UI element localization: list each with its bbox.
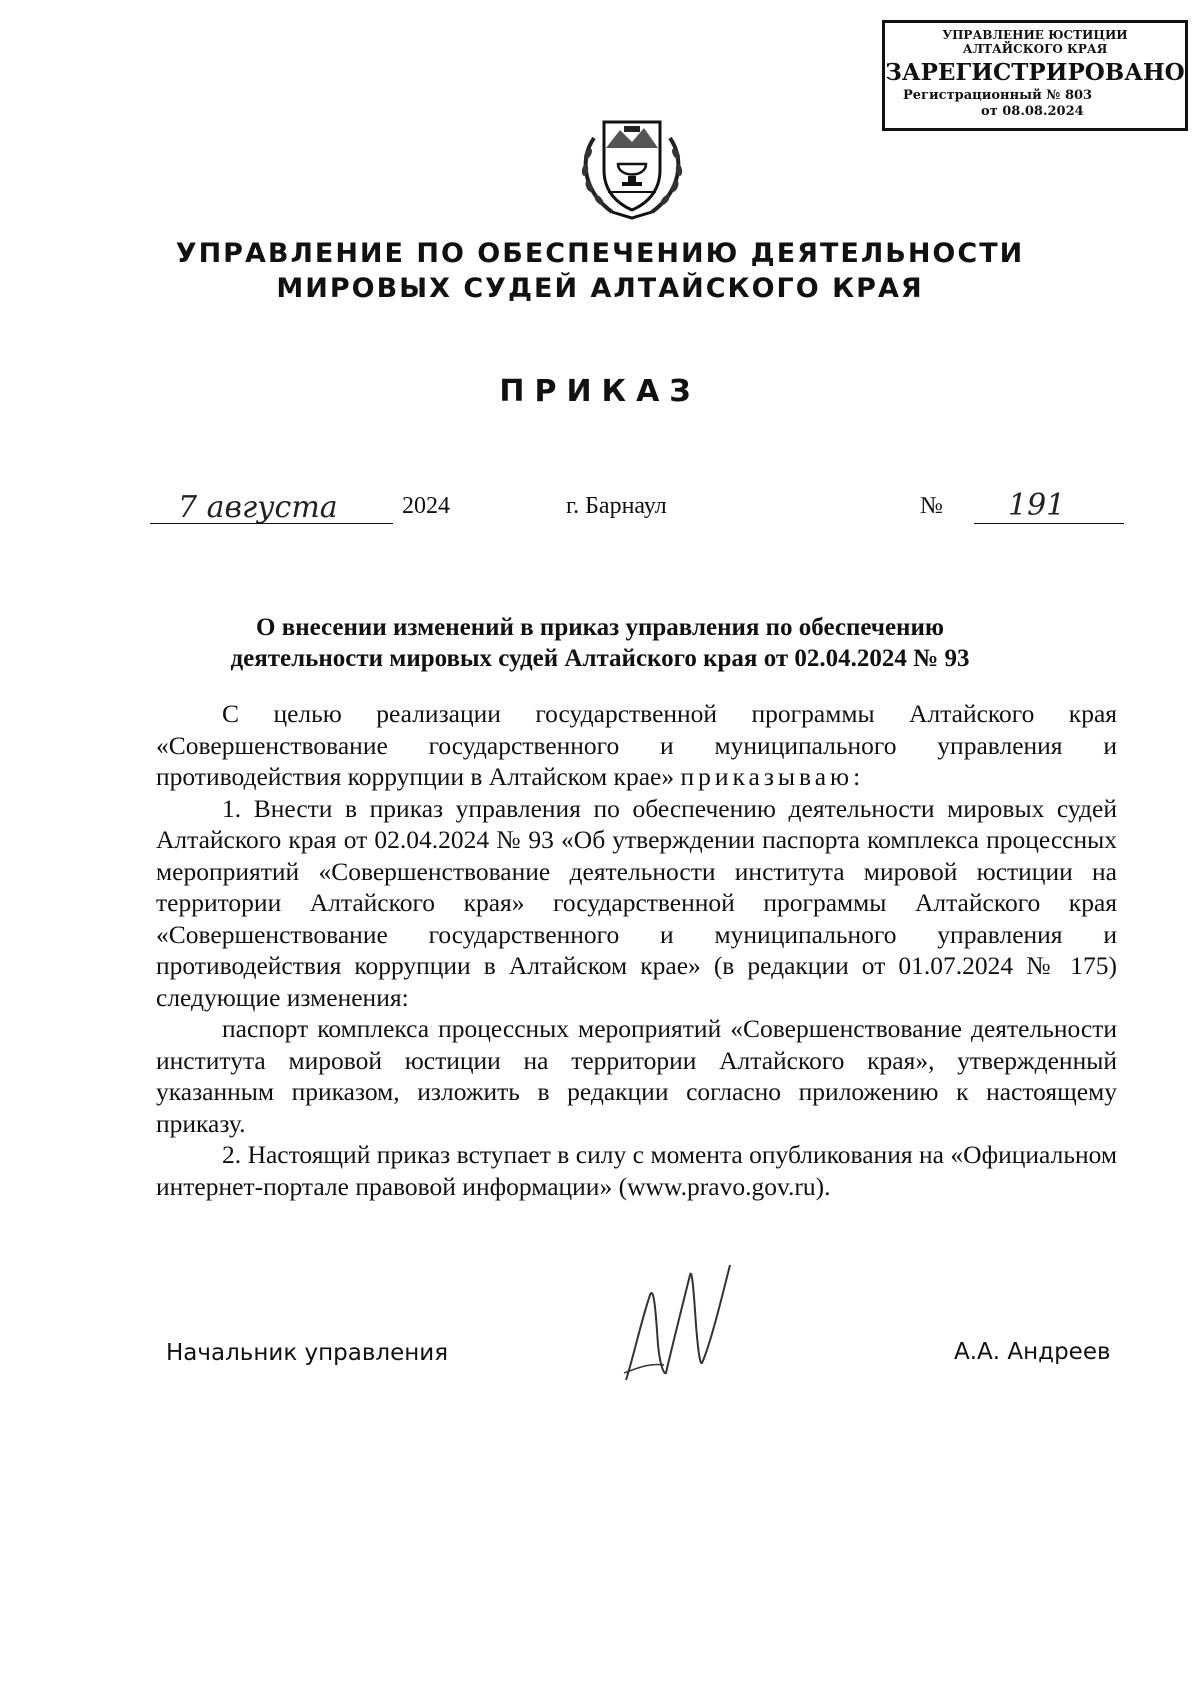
- order-word: приказываю:: [680, 762, 865, 791]
- body-paragraph-1: [156, 698, 1117, 793]
- number-label: №: [920, 493, 943, 519]
- document-type: ПРИКАЗ: [499, 374, 701, 409]
- number-underline: [974, 523, 1124, 524]
- stamp-org-line2: АЛТАЙСКОГО КРАЯ: [962, 42, 1108, 56]
- organization-title-line1: УПРАВЛЕНИЕ ПО ОБЕСПЕЧЕНИЮ ДЕЯТЕЛЬНОСТИ: [175, 238, 1025, 269]
- stamp-reg-number: Регистрационный № 803: [903, 88, 1093, 103]
- body-paragraph-1-text: С целью реализации государственной программы Алтайского края «Совершенствование государственного и муниципального управления и противодействия коррупции в Алтайском крае»: [156, 699, 1117, 791]
- subject-line2: деятельности мировых судей Алтайского края от 02.04.2024 № 93: [230, 645, 970, 672]
- body-paragraph-4: 2. Настоящий приказ вступает в силу с момента опубликования на «Официальном интернет-портале правовой информации» (www.pravo.gov.ru).: [156, 1140, 1117, 1201]
- signatory-position: Начальник управления: [166, 1340, 449, 1366]
- body-paragraph-3: паспорт комплекса процессных мероприятий «Совершенствование деятельности института мировой юстиции на территории Алтайского края», утвержденный указанным приказом, изложить в редакции согласно приложению к настоящему приказу.: [156, 1014, 1117, 1138]
- organization-title: [100, 236, 1100, 306]
- document-year: 2024: [402, 493, 450, 519]
- date-underline: [150, 523, 393, 524]
- document-subject: [160, 612, 1040, 674]
- stamp-reg-date: от 08.08.2024: [981, 104, 1084, 119]
- handwritten-signature-icon: [620, 1255, 740, 1390]
- document-city: г. Барнаул: [566, 493, 667, 519]
- stamp-title: ЗАРЕГИСТРИРОВАНО: [885, 59, 1185, 86]
- signatory-name: А.А. Андреев: [954, 1339, 1111, 1365]
- registration-stamp: [882, 20, 1188, 131]
- handwritten-date: 7 августа: [178, 490, 338, 525]
- document-body: [156, 698, 1117, 1202]
- body-paragraph-2: 1. Внести в приказ управления по обеспечению деятельности мировых судей Алтайского края от 02.04.2024 № 93 «Об утверждении паспорта комплекса процессных мероприятий «Совершенствование деятельности института мировой юстиции на территории Алтайского края» государственной программы Алтайского края «Совершенствование государственного и муниципального управления и противодействия коррупции в Алтайском крае» (в редакции от 01.07.2024 № 175) следующие изменения:: [156, 793, 1117, 1012]
- organization-title-line2: МИРОВЫХ СУДЕЙ АЛТАЙСКОГО КРАЯ: [276, 273, 924, 304]
- stamp-org-line1: УПРАВЛЕНИЕ ЮСТИЦИИ: [942, 28, 1128, 42]
- handwritten-number: 191: [1008, 488, 1066, 523]
- subject-line1: О внесении изменений в приказ управления по обеспечению: [256, 614, 944, 641]
- altai-coat-of-arms-icon: [572, 108, 692, 224]
